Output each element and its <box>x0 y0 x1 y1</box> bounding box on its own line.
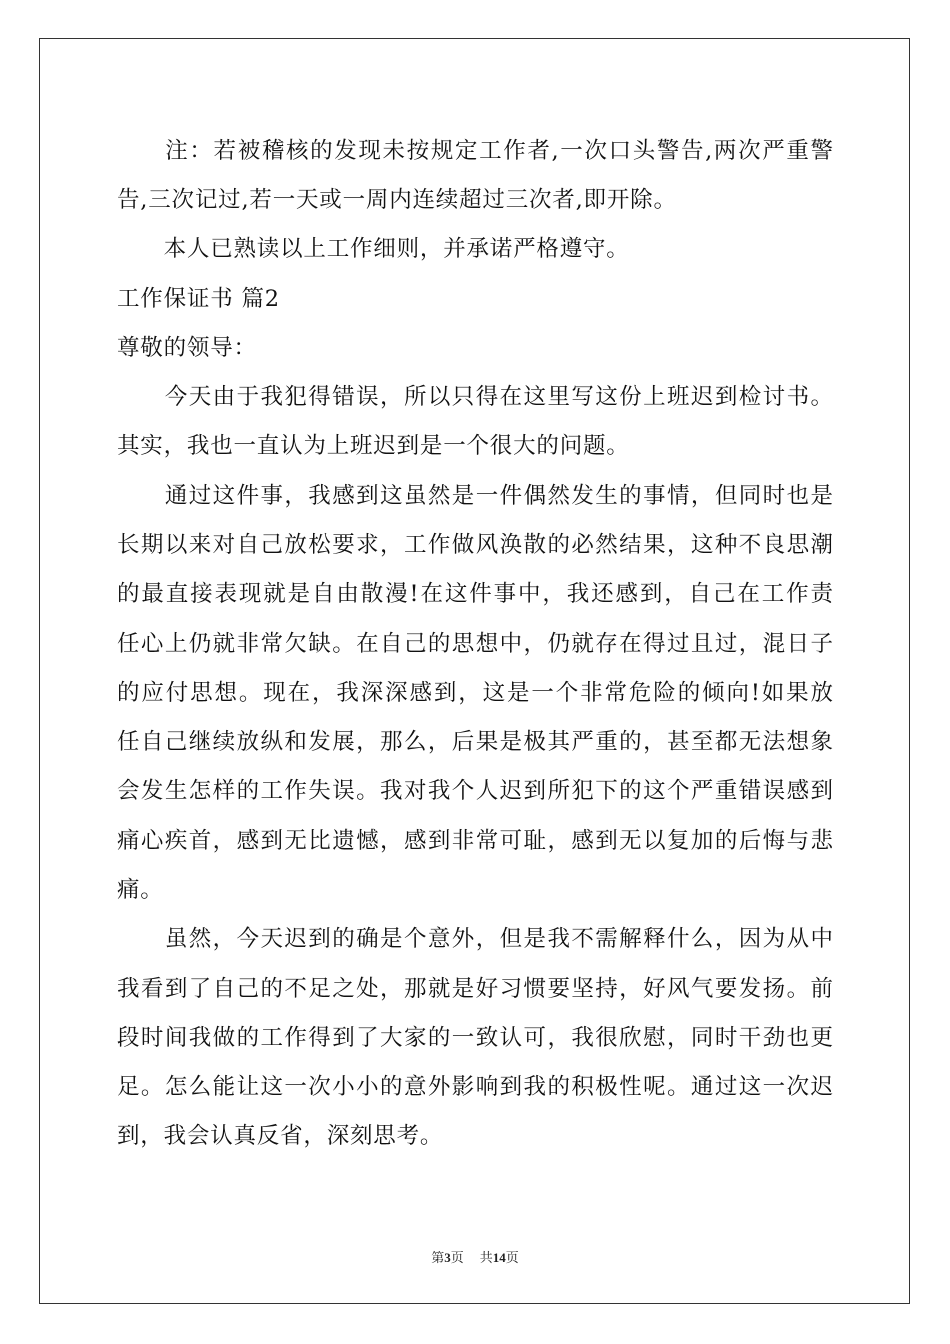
salutation: 尊敬的领导： <box>117 335 257 361</box>
paragraph-line: 到，我会认真反省，深刻思考。 <box>117 1123 444 1149</box>
paragraph-line: 告,三次记过,若一天或一周内连续超过三次者,即开除。 <box>117 187 677 213</box>
page-border <box>39 38 910 1304</box>
total-prefix: 共 <box>479 1251 493 1266</box>
paragraph-line: 足。怎么能让这一次小小的意外影响到我的积极性呢。通过这一次迟 <box>117 1074 833 1100</box>
paragraph-line: 段时间我做的工作得到了大家的一致认可，我很欣慰，同时干劲也更 <box>117 1025 833 1051</box>
paragraph-line: 的应付思想。现在，我深深感到，这是一个非常危险的倾向!如果放 <box>117 680 833 706</box>
section-heading: 工作保证书 篇2 <box>117 286 280 312</box>
paragraph-line: 任心上仍就非常欠缺。在自己的思想中，仍就存在得过且过，混日子 <box>117 631 833 657</box>
paragraph-line: 痛心疾首，感到无比遗憾，感到非常可耻，感到无以复加的后悔与悲 <box>117 828 833 854</box>
page-total: 14 <box>492 1250 506 1265</box>
paragraph-line: 通过这件事，我感到这虽然是一件偶然发生的事情，但同时也是 <box>117 483 833 509</box>
page-current: 3 <box>444 1250 451 1265</box>
paragraph-line: 长期以来对自己放松要求，工作做风涣散的必然结果，这种不良思潮 <box>117 532 833 558</box>
paragraph-line: 痛。 <box>117 877 164 903</box>
paragraph-line: 的最直接表现就是自由散漫!在这件事中，我还感到，自己在工作责 <box>117 581 833 607</box>
paragraph-line: 会发生怎样的工作失误。我对我个人迟到所犯下的这个严重错误感到 <box>117 778 833 804</box>
page-prefix: 第 <box>431 1251 445 1266</box>
paragraph-line: 其实，我也一直认为上班迟到是一个很大的问题。 <box>117 433 630 459</box>
page-suffix: 页 <box>450 1251 464 1266</box>
total-suffix: 页 <box>505 1251 519 1266</box>
paragraph-line: 注：若被稽核的发现未按规定工作者,一次口头警告,两次严重警 <box>117 138 833 164</box>
paragraph-line: 本人已熟读以上工作细则，并承诺严格遵守。 <box>117 236 630 262</box>
paragraph-line: 任自己继续放纵和发展，那么，后果是极其严重的，甚至都无法想象 <box>117 729 833 755</box>
page-footer <box>0 1247 950 1266</box>
paragraph-line: 我看到了自己的不足之处，那就是好习惯要坚持，好风气要发扬。前 <box>117 976 833 1002</box>
paragraph-line: 今天由于我犯得错误，所以只得在这里写这份上班迟到检讨书。 <box>117 384 833 410</box>
paragraph-line: 虽然，今天迟到的确是个意外，但是我不需解释什么，因为从中 <box>117 926 833 952</box>
